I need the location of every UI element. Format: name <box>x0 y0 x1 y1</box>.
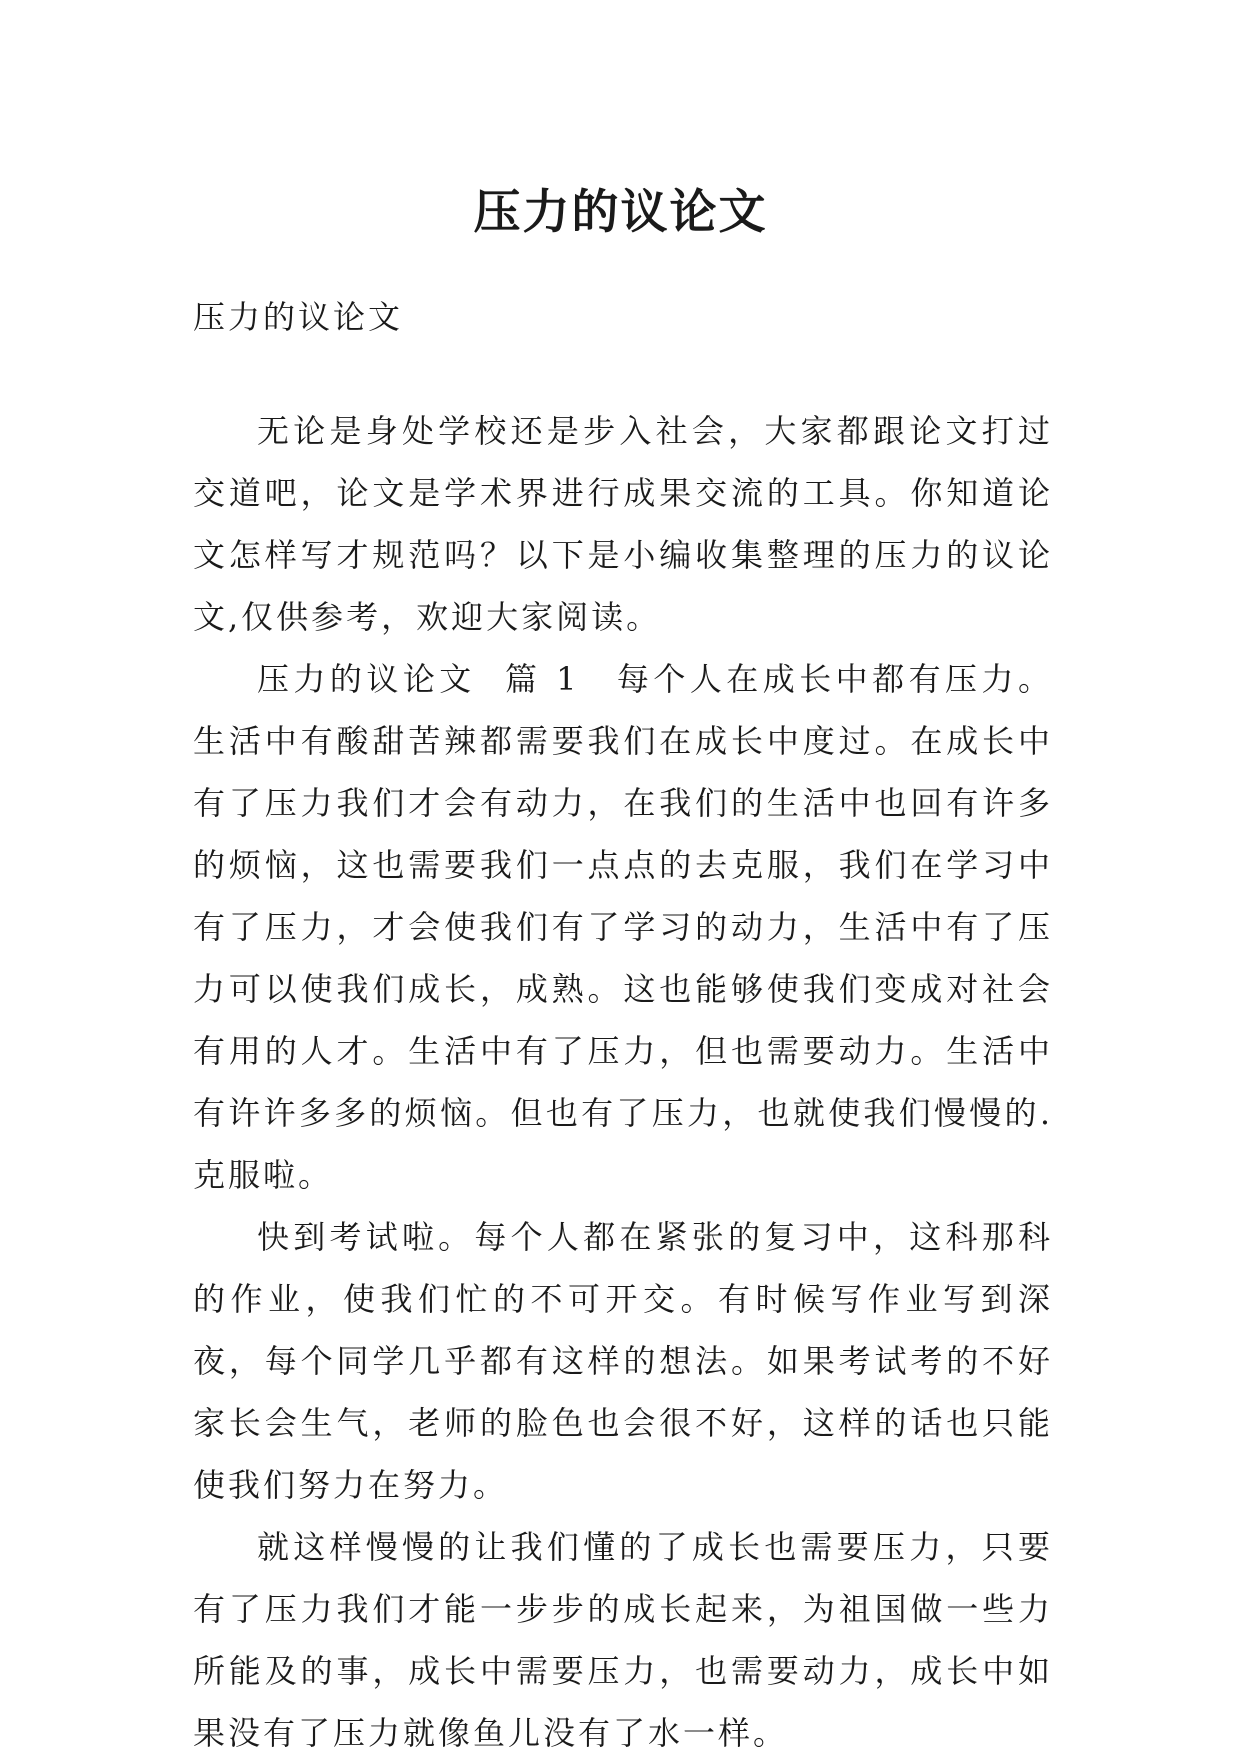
intro-paragraph: 无论是身处学校还是步入社会，大家都跟论文打过交道吧，论文是学术界进行成果交流的工具。你知道论文怎样写才规范吗？以下是小编收集整理的压力的议论文,仅供参考，欢迎大家阅读。 <box>193 412 1053 636</box>
document-body <box>193 400 1053 1764</box>
document-title: 压力的议论文 <box>473 185 768 241</box>
exam-paragraph: 快到考试啦。每个人都在紧张的复习中，这科那科的作业，使我们忙的不可开交。有时候写作业写到深夜，每个同学几乎都有这样的想法。如果考试考的不好家长会生气，老师的脸色也会很不好，这样的话也只能使我们努力在努力。 <box>193 1218 1053 1504</box>
document-subtitle: 压力的议论文 <box>193 298 404 336</box>
conclusion-paragraph: 就这样慢慢的让我们懂的了成长也需要压力，只要有了压力我们才能一步步的成长起来，为祖国做一些力所能及的事，成长中需要压力，也需要动力，成长中如果没有了压力就像鱼儿没有了水一样。 <box>193 1528 1053 1752</box>
section-1-text: 每个人在成长中都有压力。生活中有酸甜苦辣都需要我们在成长中度过。在成长中有了压力我们才会有动力，在我们的生活中也回有许多的烦恼，这也需要我们一点点的去克服，我们在学习中有了压力，才会使我们有了学习的动力，生活中有了压力可以使我们成长，成熟。这也能够使我们变成对社会有用的人才。生活中有了压力，但也需要动力。生活中有许许多多的烦恼。但也有了压力，也就使我们慢慢的.克服啦。 <box>193 660 1053 1194</box>
section-1-paragraph <box>193 648 1053 1206</box>
section-label: 压力的议论文 篇 1 <box>257 660 580 698</box>
